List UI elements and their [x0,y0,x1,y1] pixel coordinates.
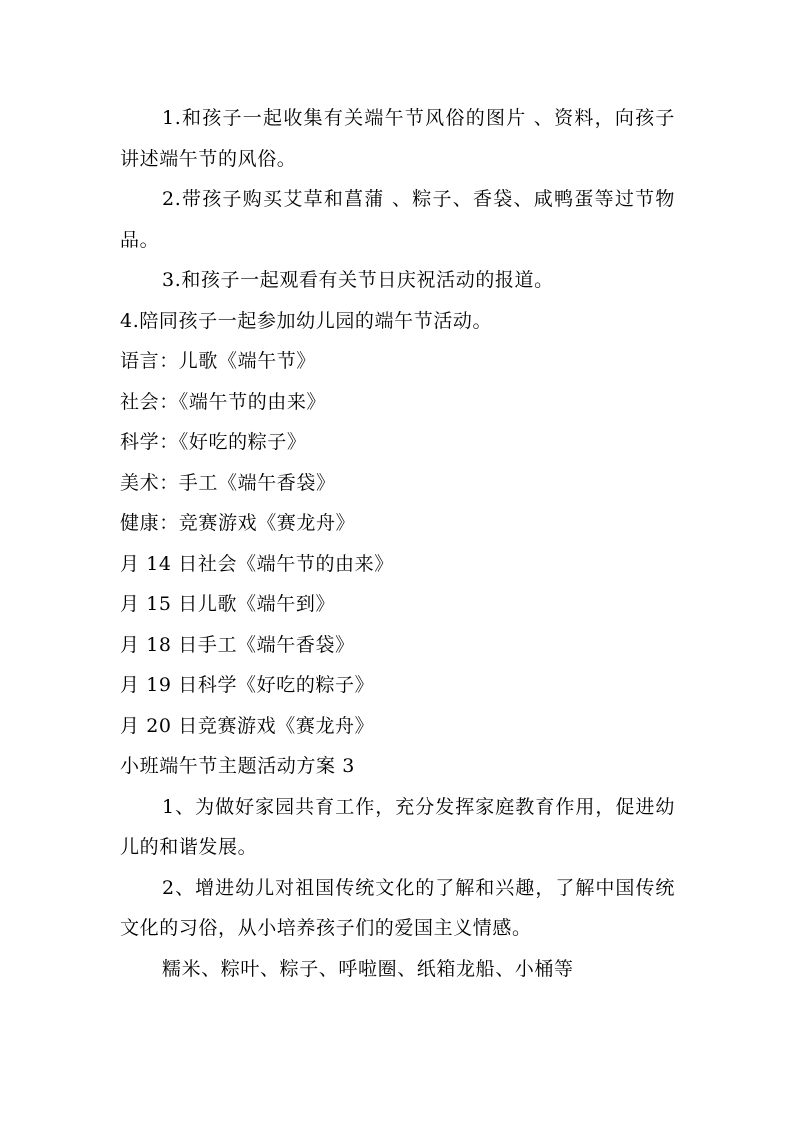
schedule-item: 月 19 日科学《好吃的粽子》 [120,674,375,696]
paragraph-1: 1.和孩子一起收集有关端午节风俗的图片 、资料，向孩子讲述端午节的风俗。 [120,107,675,170]
subject-art: 美术：手工《端午香袋》 [120,471,336,494]
subject-language: 语言：儿歌《端午节》 [120,350,317,372]
schedule-item: 月 18 日手工《端午香袋》 [120,633,355,656]
schedule-item: 月 20 日竞赛游戏《赛龙舟》 [120,714,375,737]
subject-society: 社会：《端午节的由来》 [120,390,327,413]
schedule-item: 月 15 日儿歌《端午到》 [120,593,336,615]
materials-list: 糯米、粽叶、粽子、呼啦圈、纸箱龙船、小桶等 [162,957,574,980]
paragraph-3: 3.和孩子一起观看有关节日庆祝活动的报道。 [162,269,554,291]
section-title: 小班端午节主题活动方案 3 [120,755,355,777]
paragraph-4: 4.陪同孩子一起参加幼儿园的端午节活动。 [120,309,493,332]
subject-science: 科学：《好吃的粽子》 [120,431,307,453]
document-body [120,98,675,989]
paragraph-2: 2.带孩子购买艾草和菖蒲 、粽子、香袋、咸鸭蛋等过节物品。 [120,188,675,251]
schedule-item: 月 14 日社会《端午节的由来》 [120,552,394,575]
goal-1: 1、为做好家园共育工作，充分发挥家庭教育作用，促进幼儿的和谐发展。 [120,795,675,858]
subject-health: 健康：竞赛游戏《赛龙舟》 [120,512,356,534]
goal-2: 2、增进幼儿对祖国传统文化的了解和兴趣，了解中国传统文化的习俗，从小培养孩子们的爱国主义情感。 [120,876,675,939]
